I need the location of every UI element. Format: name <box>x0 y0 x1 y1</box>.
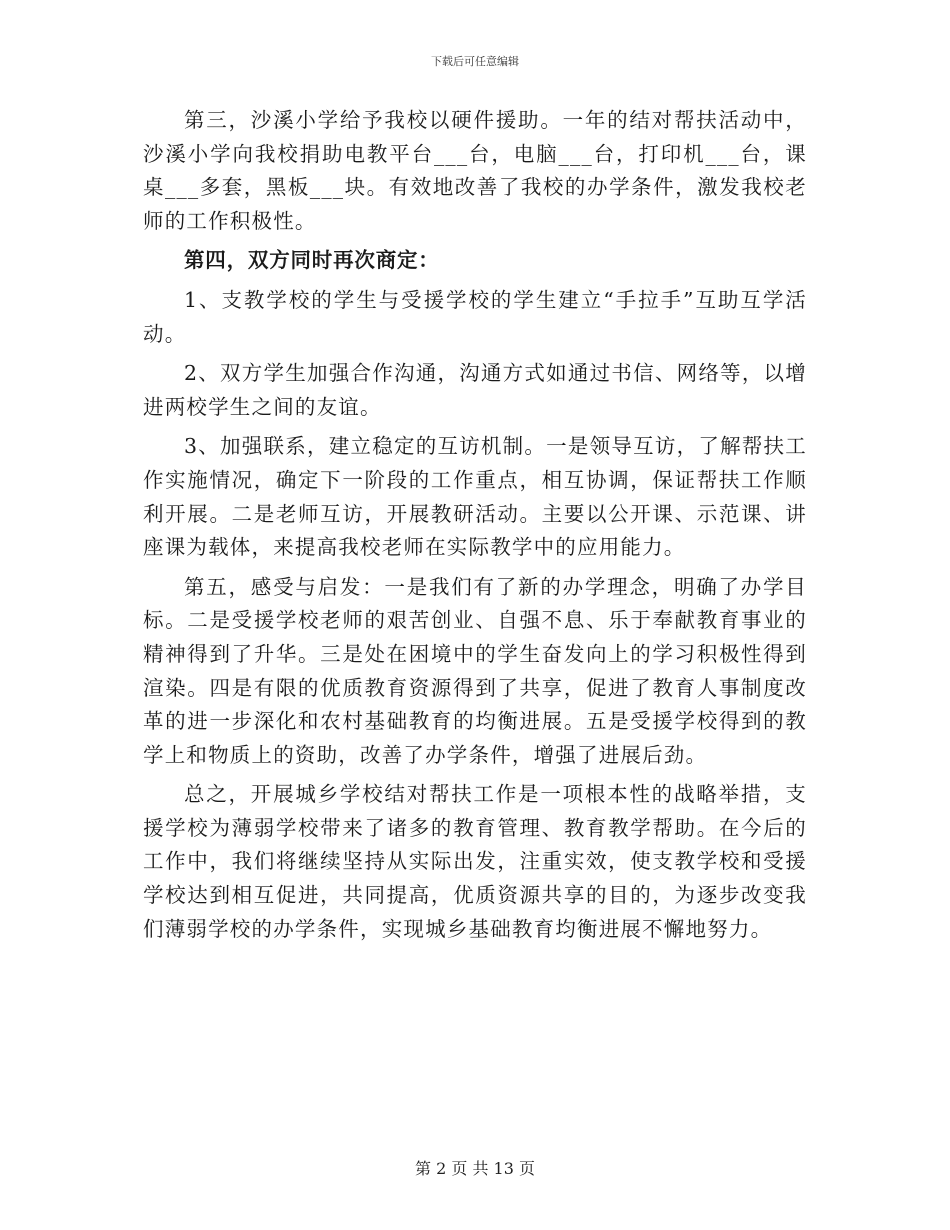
page-number-footer: 第 2 页 共 13 页 <box>415 1159 535 1178</box>
paragraph-reflections: 第五，感受与启发：一是我们有了新的办学理念，明确了办学目标。二是受援学校老师的艰苦创业、自强不息、乐于奉献教育事业的精神得到了升华。三是处在困境中的学生奋发向上的学习积极性得到渲染。四是有限的优质教育资源得到了共享，促进了教育人事制度改革的进一步深化和农村基础教育的均衡进展。五是受援学校得到的教学上和物质上的资助，改善了办学条件，增强了进展后劲。 <box>143 574 807 767</box>
paragraph-hardware-aid: 第三，沙溪小学给予我校以硬件援助。一年的结对帮扶活动中，沙溪小学向我校捐助电教平台___台，电脑___台，打印机___台，课桌___多套，黑板___块。有效地改善了我校的办学条件，激发我校老师的工作积极性。 <box>143 108 807 233</box>
paragraph-conclusion: 总之，开展城乡学校结对帮扶工作是一项根本性的战略举措，支援学校为薄弱学校带来了诸多的教育管理、教育教学帮助。在今后的工作中，我们将继续坚持从实际出发，注重实效，使支教学校和受援学校达到相互促进，共同提高，优质资源共享的目的，为逐步改变我们薄弱学校的办学条件，实现城乡基础教育均衡进展不懈地努力。 <box>143 782 807 941</box>
paragraph-item-1: 1、支教学校的学生与受援学校的学生建立“手拉手”互助互学活动。 <box>143 287 807 346</box>
paragraph-item-2: 2、双方学生加强合作沟通，沟通方式如通过书信、网络等，以增进两校学生之间的友谊。 <box>143 361 807 419</box>
page-header: 下载后可任意编辑 <box>431 55 519 68</box>
paragraph-item-3: 3、加强联系，建立稳定的互访机制。一是领导互访，了解帮扶工作实施情况，确定下一阶段的工作重点，相互协调，保证帮扶工作顺利开展。二是老师互访，开展教研活动。主要以公开课、示范课、讲座课为载体，来提高我校老师在实际教学中的应用能力。 <box>143 434 807 560</box>
document-body <box>143 104 807 952</box>
paragraph-agreement-heading: 第四，双方同时再次商定： <box>184 248 440 273</box>
